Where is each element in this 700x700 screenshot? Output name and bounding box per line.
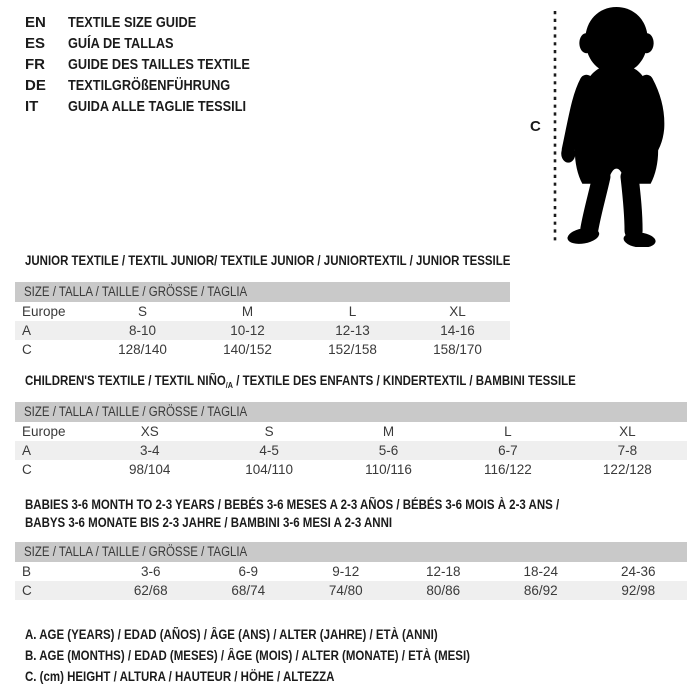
size-value-cell: 110/116 [365,462,412,477]
size-value-cell: 152/158 [328,342,377,357]
size-value-cell: 18-24 [523,564,559,579]
size-value-cell: 8-10 [128,323,157,338]
size-value-cell: 104/110 [245,462,294,477]
legend-notes [25,624,548,687]
size-value-cell: 3-6 [140,564,161,579]
row-label: B [22,564,32,579]
size-column-header: L [504,424,512,439]
size-value-cell: 92/98 [621,583,656,598]
table-row [15,321,510,340]
size-value-cell: 6-7 [498,443,518,458]
size-value-cell: 10-12 [230,323,265,338]
title-text: JUNIOR TEXTILE / TEXTIL JUNIOR/ TEXTILE JUNIOR / JUNIORTEXTIL / JUNIOR TESSILE [25,253,511,268]
size-value-cell: 98/104 [129,462,171,477]
row-label: A [22,443,32,458]
table-header-row [15,422,687,441]
language-title-list [25,12,282,117]
table-row [15,441,687,460]
language-title-text: GUIDA ALLE TAGLIE TESSILI [68,98,247,115]
language-code: EN [25,14,46,31]
height-measure-dotted-line [552,9,558,245]
language-title-text: GUIDE DES TAILLES TEXTILE [68,56,250,73]
title-text: / TEXTILE DES ENFANTS / KINDERTEXTIL / BAMBINI TESSILE [233,373,576,388]
size-value-cell: 12-13 [335,323,370,338]
size-value-cell: 140/152 [223,342,272,357]
size-header-label: SIZE / TALLA / TAILLE / GRÖSSE / TAGLIA [24,544,248,559]
section-title-line [25,252,510,270]
size-value-cell: 122/128 [602,462,652,477]
language-code: FR [25,56,45,73]
size-value-cell: 4-5 [259,443,279,458]
table-row [15,581,687,600]
language-row [25,12,282,33]
size-header-label: SIZE / TALLA / TAILLE / GRÖSSE / TAGLIA [24,284,248,299]
legend-note-text: C. (cm) HEIGHT / ALTURA / HAUTEUR / HÖHE / ALTEZZA [25,669,335,684]
section-title [25,496,687,532]
language-title [68,12,219,33]
toddler-silhouette [561,6,677,247]
title-text: BABIES 3-6 MONTH TO 2-3 YEARS / BEBÉS 3-6 MESES A 2-3 AÑOS / BÉBÉS 3-6 MOIS À 2-3 ANS / [25,497,560,512]
size-value-cell: 9-12 [332,564,360,579]
language-title [68,54,282,75]
size-value-cell: 3-4 [139,443,160,458]
legend-note [25,624,548,645]
language-code: ES [25,35,46,52]
size-table [15,302,510,359]
language-row [25,75,282,96]
size-value-cell: 116/122 [484,462,532,477]
size-value-cell: 86/92 [523,583,558,598]
language-title-text: GUÍA DE TALLAS [68,35,174,52]
section-junior-textile [15,252,510,359]
size-value-cell: 62/68 [133,583,168,598]
legend-note-text: B. AGE (MONTHS) / EDAD (MESES) / ÂGE (MOIS) / ALTER (MONATE) / ETÀ (MESI) [25,648,470,663]
size-value-cell: 68/74 [231,583,266,598]
language-code: IT [25,98,39,115]
size-value-cell: 5-6 [378,443,399,458]
section-title-line [25,372,576,390]
section-title-line [25,496,559,514]
table-header-row [15,302,510,321]
size-header-bar [15,542,687,562]
size-table [15,562,687,600]
section-title [25,372,687,390]
size-column-header: S [137,304,147,319]
size-table [15,422,687,479]
size-header-bar [15,282,510,302]
row-label: C [22,342,32,357]
size-header-bar [15,402,687,422]
legend-note [25,666,548,687]
table-row [15,562,687,581]
section-title-line [25,514,559,532]
size-header-label: SIZE / TALLA / TAILLE / GRÖSSE / TAGLIA [24,404,248,419]
size-value-cell: 6-9 [238,564,258,579]
language-row [25,96,282,117]
legend-note [25,645,548,666]
language-row [25,54,282,75]
table-row [15,340,510,359]
size-value-cell: 158/170 [433,342,482,357]
height-measure-label: C [530,118,541,135]
language-title [68,96,277,117]
size-value-cell: 128/140 [118,342,167,357]
size-value-cell: 7-8 [617,443,638,458]
size-column-header: L [348,304,357,319]
row-label: C [22,583,32,598]
title-text: CHILDREN'S TEXTILE / TEXTIL NIÑO [25,373,226,388]
size-value-cell: 14-16 [440,323,475,338]
language-title-text: TEXTILGRÖßENFÜHRUNG [68,77,231,94]
section-babies-textile [15,496,687,600]
language-title-text: TEXTILE SIZE GUIDE [68,14,197,31]
region-label: Europe [22,304,66,319]
legend-note-text: A. AGE (YEARS) / EDAD (AÑOS) / ÂGE (ANS) / ALTER (JAHRE) / ETÀ (ANNI) [25,627,438,642]
title-subscript: /A [225,380,234,390]
language-title [68,33,192,54]
size-column-header: M [382,424,395,439]
language-code: DE [25,77,46,94]
row-label: A [22,323,32,338]
size-value-cell: 74/80 [328,583,363,598]
language-title [68,75,259,96]
size-column-header: XS [140,424,159,439]
row-label: C [22,462,32,477]
section-title [25,252,510,270]
size-column-header: S [264,424,274,439]
title-text: BABYS 3-6 MONATE BIS 2-3 JAHRE / BAMBINI 3-6 MESI A 2-3 ANNI [25,515,393,530]
language-row [25,33,282,54]
size-value-cell: 24-36 [620,564,656,579]
section-childrens-textile [15,372,687,479]
size-column-header: M [241,304,254,319]
table-row [15,460,687,479]
size-column-header: XL [619,424,636,439]
size-value-cell: 80/86 [426,583,461,598]
size-column-header: XL [449,304,466,319]
region-label: Europe [22,424,66,439]
size-value-cell: 12-18 [425,564,461,579]
